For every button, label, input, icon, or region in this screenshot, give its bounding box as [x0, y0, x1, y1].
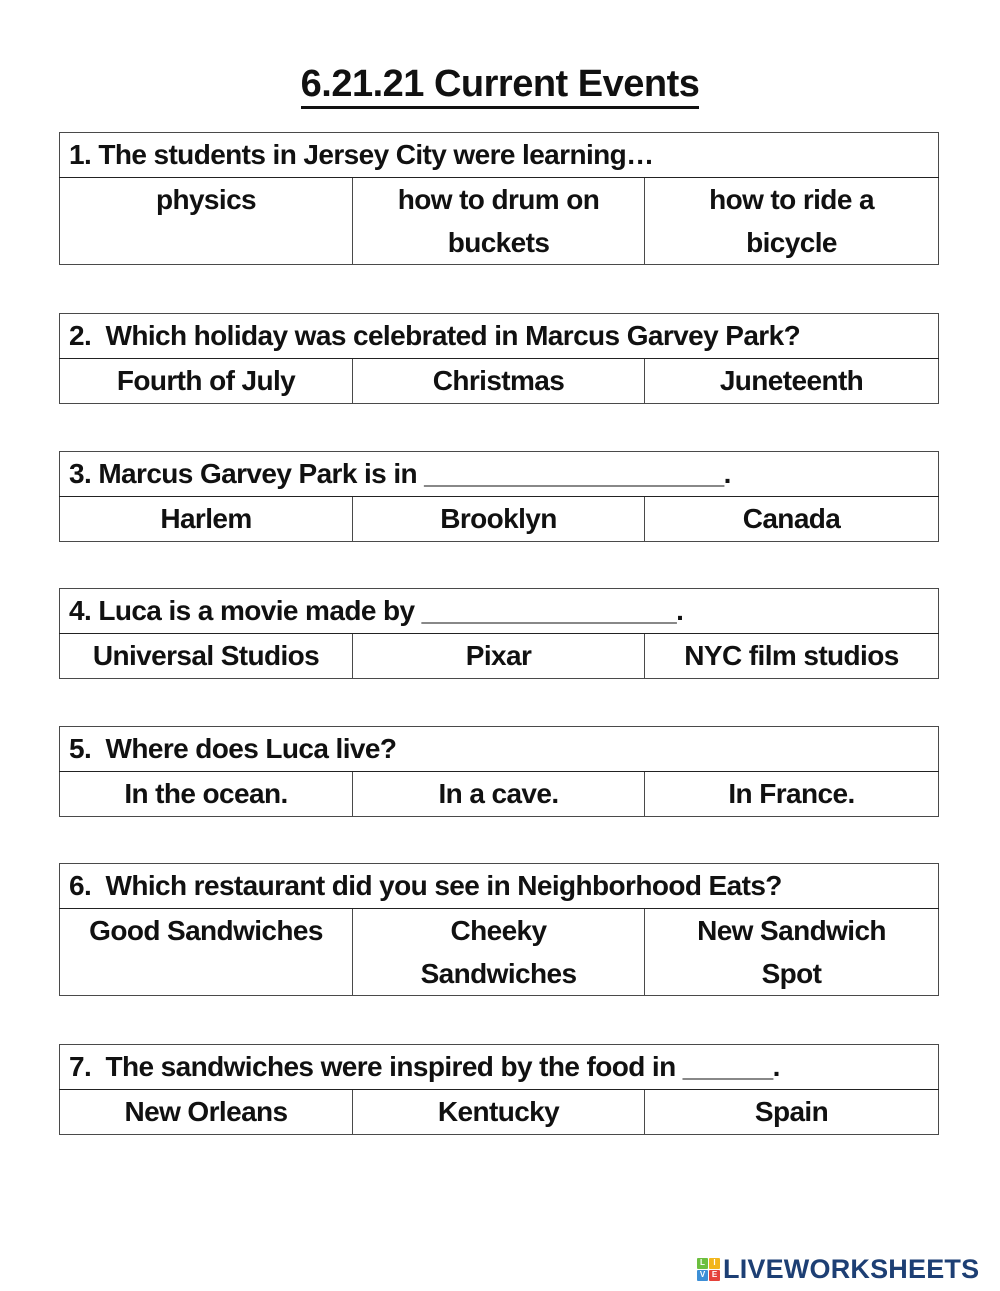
question-4-prompt: 4. Luca is a movie made by _________________.: [60, 589, 939, 634]
question-7-option-2[interactable]: Kentucky: [353, 1090, 645, 1135]
question-1-prompt: 1. The students in Jersey City were learning…: [60, 133, 939, 178]
question-3-prompt: 3. Marcus Garvey Park is in ____________________.: [60, 452, 939, 497]
question-1-option-2[interactable]: how to drum on buckets: [353, 178, 645, 265]
question-3-option-1[interactable]: Harlem: [60, 497, 353, 542]
liveworksheets-logo: [697, 1253, 979, 1285]
question-2-option-3[interactable]: Juneteenth: [645, 359, 939, 404]
question-1-option-3[interactable]: how to ride a bicycle: [645, 178, 939, 265]
page-title: [0, 60, 1000, 109]
live-blocks-icon: [697, 1258, 720, 1281]
logo-block-e: E: [709, 1270, 720, 1281]
question-5-table: [59, 726, 939, 817]
question-4-option-1[interactable]: Universal Studios: [60, 634, 353, 679]
logo-block-i: I: [709, 1258, 720, 1269]
question-4-table: [59, 588, 939, 679]
question-5-option-3[interactable]: In France.: [645, 772, 939, 817]
question-6-option-3[interactable]: New Sandwich Spot: [645, 909, 939, 996]
logo-text: LIVEWORKSHEETS: [723, 1253, 980, 1284]
question-5-option-1[interactable]: In the ocean.: [60, 772, 353, 817]
question-3-table: [59, 451, 939, 542]
question-1-table: [59, 132, 939, 265]
question-5-option-2[interactable]: In a cave.: [353, 772, 645, 817]
question-7-table: [59, 1044, 939, 1135]
question-1-option-1[interactable]: physics: [60, 178, 353, 265]
question-5-prompt: 5. Where does Luca live?: [60, 727, 939, 772]
question-4-option-2[interactable]: Pixar: [353, 634, 645, 679]
question-2-option-1[interactable]: Fourth of July: [60, 359, 353, 404]
logo-block-l: L: [697, 1258, 708, 1269]
question-6-prompt: 6. Which restaurant did you see in Neighborhood Eats?: [60, 864, 939, 909]
question-3-option-3[interactable]: Canada: [645, 497, 939, 542]
question-2-prompt: 2. Which holiday was celebrated in Marcus Garvey Park?: [60, 314, 939, 359]
question-6-table: [59, 863, 939, 996]
question-2-option-2[interactable]: Christmas: [353, 359, 645, 404]
question-7-option-3[interactable]: Spain: [645, 1090, 939, 1135]
question-4-option-3[interactable]: NYC film studios: [645, 634, 939, 679]
question-7-option-1[interactable]: New Orleans: [60, 1090, 353, 1135]
question-6-option-2[interactable]: Cheeky Sandwiches: [353, 909, 645, 996]
question-3-option-2[interactable]: Brooklyn: [353, 497, 645, 542]
page-title-text: 6.21.21 Current Events: [301, 62, 700, 109]
question-2-table: [59, 313, 939, 404]
question-6-option-1[interactable]: Good Sandwiches: [60, 909, 353, 996]
logo-block-v: V: [697, 1270, 708, 1281]
question-7-prompt: 7. The sandwiches were inspired by the food in ______.: [60, 1045, 939, 1090]
